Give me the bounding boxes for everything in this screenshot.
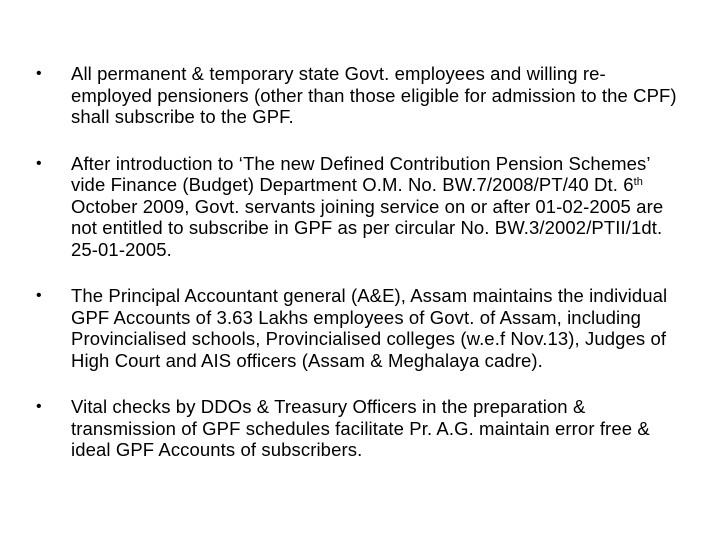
bullet-list [36,63,686,461]
bullet-text-superscript: th [633,176,643,188]
bullet-text: All permanent & temporary state Govt. employees and willing re-employed pensioners (other than those eligible for admission to the CPF) shall subscribe to the GPF. [71,63,677,127]
bullet-item-new-pension-scheme [36,153,686,261]
bullet-icon: • [36,154,42,172]
bullet-text-before: After introduction to ‘The new Defined Contribution Pension Schemes’ vide Finance (Budget) Department O.M. No. BW.7/2008/PT/40 Dt. 6 [71,152,650,195]
bullet-icon: • [36,398,42,415]
bullet-item-gpf-eligibility [36,63,686,128]
bullet-icon: • [36,287,42,304]
bullet-text: Vital checks by DDOs & Treasury Officers in the preparation & transmission of GPF schedules facilitate Pr. A.G. maintain error free & ideal GPF Accounts of subscribers. [71,396,650,460]
bullet-item-vital-checks [36,396,686,461]
bullet-icon: • [36,65,42,82]
bullet-text-after: October 2009, Govt. servants joining service on or after 01-02-2005 are not entitled to subscribe in GPF as per circular No. BW.3/2002/PTII/1dt. 25-01-2005. [71,195,664,260]
bullet-text: The Principal Accountant general (A&E), Assam maintains the individual GPF Accounts of 3.63 Lakhs employees of Govt. of Assam, including Provincialised schools, Provincialised colleges (w.e.f Nov.13), Judges of High Court and AIS officers (Assam & Meghalaya cadre). [71,285,668,371]
bullet-item-accounts-maintenance [36,285,686,371]
